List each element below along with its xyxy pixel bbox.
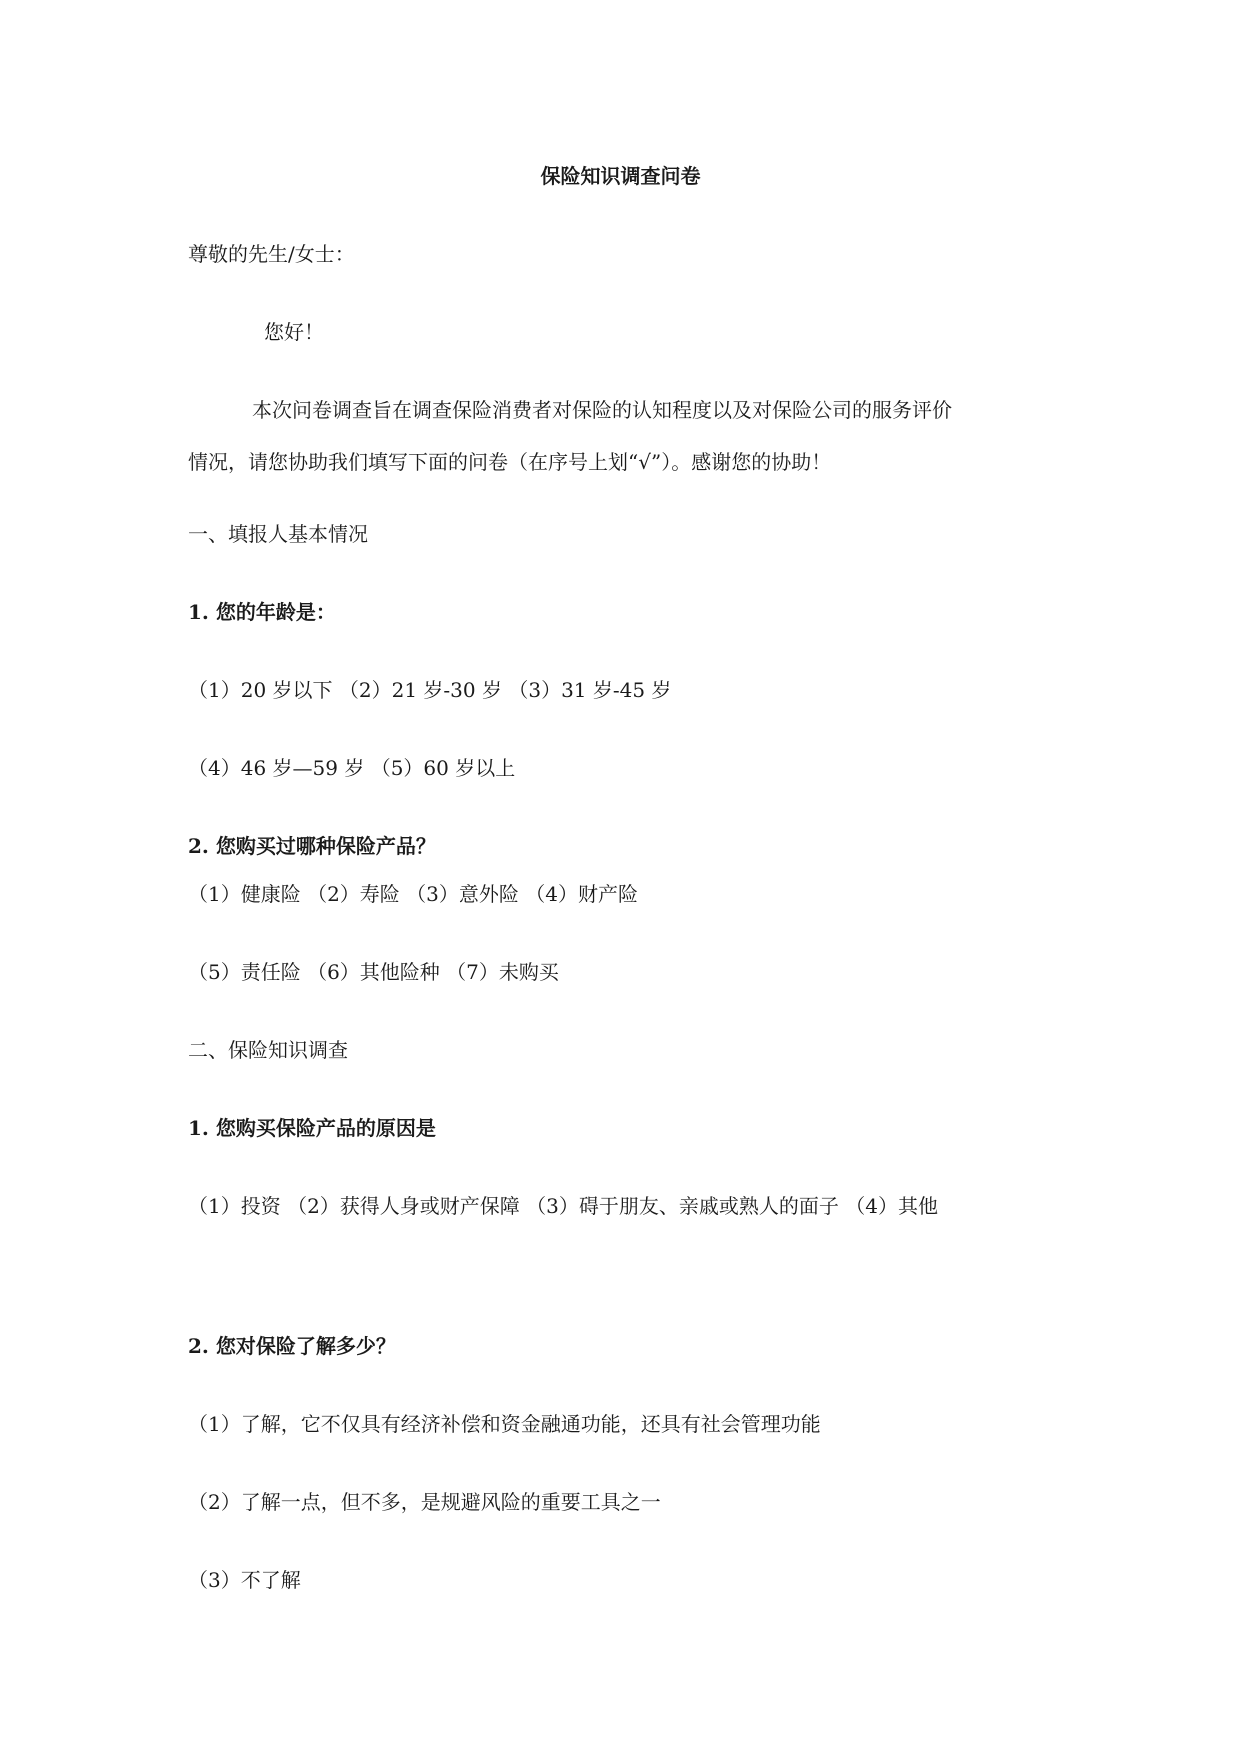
salutation: 尊敬的先生/女士： bbox=[188, 242, 355, 266]
section2-q2-option-1: （1）了解，它不仅具有经济补偿和资金融通功能，还具有社会管理功能 bbox=[188, 1412, 821, 1436]
section1-q1-options-2: （4）46 岁—59 岁 （5）60 岁以上 bbox=[188, 756, 516, 780]
section2-q2-option-2: （2）了解一点，但不多，是规避风险的重要工具之一 bbox=[188, 1490, 661, 1514]
page-title: 保险知识调查问卷 bbox=[540, 164, 701, 188]
intro-line-2: 情况，请您协助我们填写下面的问卷（在序号上划“√”）。感谢您的协助！ bbox=[188, 450, 832, 474]
section2-heading: 二、保险知识调查 bbox=[188, 1038, 348, 1062]
section1-q2-question: 2. 您购买过哪种保险产品？ bbox=[188, 834, 436, 858]
intro-line-1: 本次问卷调查旨在调查保险消费者对保险的认知程度以及对保险公司的服务评价 bbox=[252, 398, 952, 422]
section1-q1-question: 1. 您的年龄是： bbox=[188, 600, 336, 624]
section1-q2-options-1: （1）健康险 （2）寿险 （3）意外险 （4）财产险 bbox=[188, 882, 638, 906]
section1-q2-options-2: （5）责任险 （6）其他险种 （7）未购买 bbox=[188, 960, 559, 984]
section2-q1-question: 1. 您购买保险产品的原因是 bbox=[188, 1116, 436, 1140]
greeting: 您好！ bbox=[264, 320, 324, 344]
section1-q1-options-1: （1）20 岁以下 （2）21 岁-30 岁 （3）31 岁-45 岁 bbox=[188, 678, 672, 702]
section2-q2-question: 2. 您对保险了解多少？ bbox=[188, 1334, 396, 1358]
section2-q1-options-1: （1）投资 （2）获得人身或财产保障 （3）碍于朋友、亲戚或熟人的面子 （4）其他 bbox=[188, 1194, 938, 1218]
section1-heading: 一、填报人基本情况 bbox=[188, 522, 368, 546]
section2-q2-option-3: （3）不了解 bbox=[188, 1568, 301, 1592]
